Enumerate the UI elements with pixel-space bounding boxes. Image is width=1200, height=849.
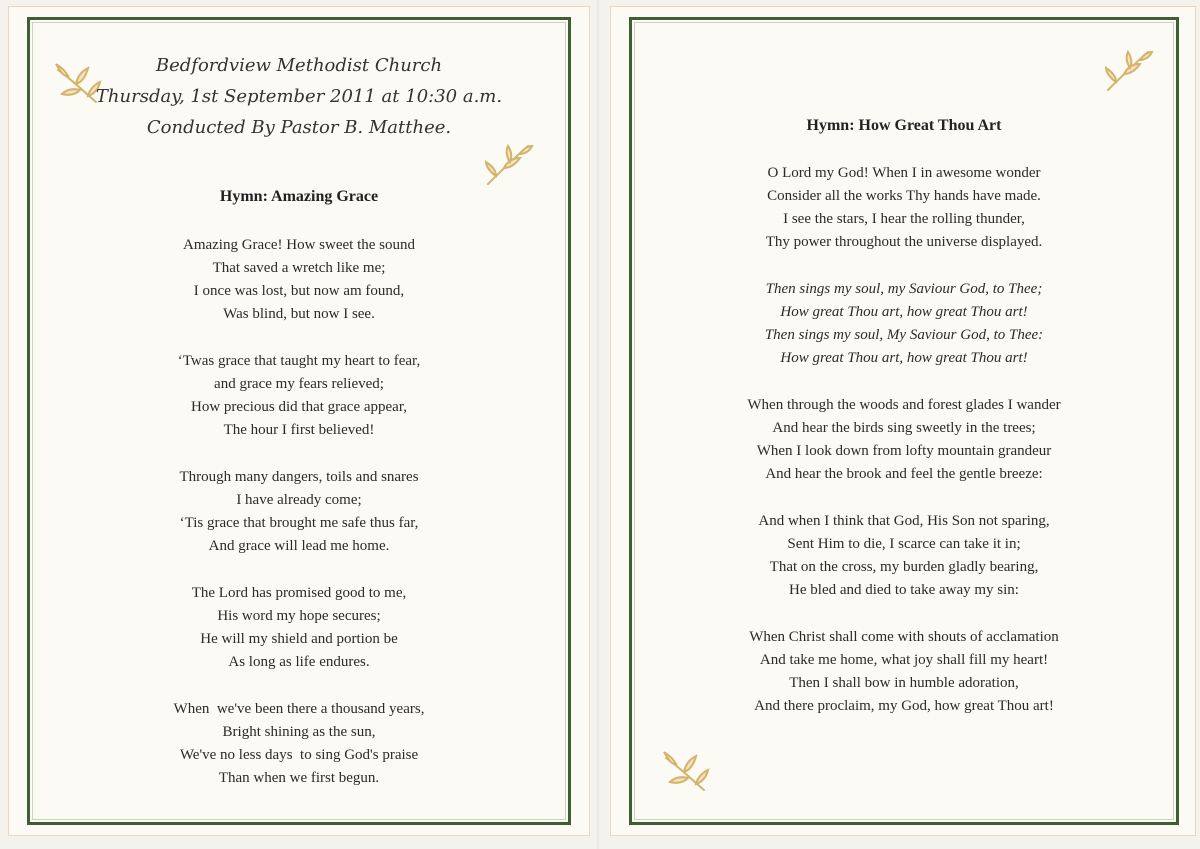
leaf-sprig-icon [1102, 46, 1154, 94]
verse-line: Thy power throughout the universe displayed. [765, 234, 1043, 251]
verse-line: And when I think that God, His Son not sparing, [758, 512, 1050, 529]
stanza-4 [30, 582, 568, 674]
chorus-line: How great Thou art, how great Thou art! [780, 303, 1028, 320]
stanza-2 [30, 350, 568, 442]
stanza-2 [632, 394, 1176, 486]
verse-line: We've no less days to sing God's praise [179, 746, 419, 763]
verse-line: And hear the birds sing sweetly in the trees; [772, 419, 1036, 436]
verse-line: Consider all the works Thy hands have made. [767, 188, 1041, 205]
verse-line: I have already come; [236, 491, 362, 508]
verse-line: The Lord has promised good to me, [191, 584, 407, 601]
church-name: Bedfordview Methodist Church [155, 55, 443, 76]
conducted-by: Conducted By Pastor B. Matthee. [146, 117, 452, 138]
verse-line: Was blind, but now I see. [223, 306, 375, 323]
leaf-sprig-icon [482, 140, 534, 188]
verse-line: And there proclaim, my God, how great Thou art! [754, 697, 1054, 714]
verse-line: That saved a wretch like me; [212, 260, 386, 277]
service-date-time: Thursday, 1st September 2011 at 10:30 a.m. [95, 86, 503, 107]
verse-line: He bled and died to take away my sin: [789, 581, 1019, 598]
verse-line: And hear the brook and feel the gentle breeze: [765, 466, 1043, 483]
amazing-grace-verses [30, 234, 568, 813]
how-great-thou-art-verses [632, 162, 1176, 741]
verse-line: Amazing Grace! How sweet the sound [182, 237, 415, 253]
verse-line: Then I shall bow in humble adoration, [789, 674, 1019, 691]
verse-line: When we've been there a thousand years, [173, 700, 425, 717]
service-header [30, 50, 568, 143]
stanza-4 [632, 626, 1176, 718]
verse-line: The hour I first believed! [223, 422, 375, 439]
hymn-title-how-great-thou-art: Hymn: How Great Thou Art [806, 117, 1002, 134]
verse-line: When I look down from lofty mountain grandeur [756, 442, 1052, 459]
chorus-line: Then sings my soul, My Saviour God, to Thee: [764, 327, 1044, 344]
right-page-frame [629, 17, 1179, 825]
verse-line: Than when we first begun. [218, 769, 380, 786]
verse-line: O Lord my God! When I in awesome wonder [767, 165, 1041, 181]
left-page [8, 6, 590, 836]
leaf-sprig-icon [660, 748, 712, 796]
verse-line: How precious did that grace appear, [191, 399, 407, 416]
stanza-3 [30, 466, 568, 558]
verse-line: His word my hope secures; [217, 607, 381, 624]
stanza-3 [632, 510, 1176, 602]
verse-line: ‘Twas grace that taught my heart to fear, [177, 352, 421, 369]
verse-line: Bright shining as the sun, [222, 723, 376, 740]
center-fold [597, 0, 601, 849]
verse-line: and grace my fears relieved; [214, 375, 384, 392]
verse-line: And take me home, what joy shall fill my heart! [759, 651, 1049, 668]
verse-line: That on the cross, my burden gladly bearing, [769, 558, 1039, 575]
verse-line: ‘Tis grace that brought me safe thus far, [179, 514, 419, 531]
hymn-title-amazing-grace: Hymn: Amazing Grace [219, 188, 379, 205]
verse-line: And grace will lead me home. [208, 538, 390, 555]
verse-line: Through many dangers, toils and snares [179, 468, 419, 485]
verse-line: He will my shield and portion be [200, 630, 398, 647]
verse-line: I see the stars, I hear the rolling thunder, [783, 211, 1025, 228]
stanza-1 [632, 162, 1176, 254]
verse-line: Sent Him to die, I scarce can take it in; [787, 535, 1021, 552]
verse-line: When through the woods and forest glades I wander [747, 396, 1061, 413]
right-page [610, 6, 1196, 836]
left-page-frame [27, 17, 571, 825]
chorus-line: How great Thou art, how great Thou art! [780, 350, 1028, 367]
chorus-line: Then sings my soul, my Saviour God, to Thee; [765, 280, 1043, 297]
stanza-5 [30, 698, 568, 790]
chorus [632, 278, 1176, 370]
verse-line: When Christ shall come with shouts of acclamation [749, 628, 1059, 645]
stanza-1 [30, 234, 568, 326]
verse-line: As long as life endures. [228, 653, 370, 670]
verse-line: I once was lost, but now am found, [193, 283, 405, 300]
